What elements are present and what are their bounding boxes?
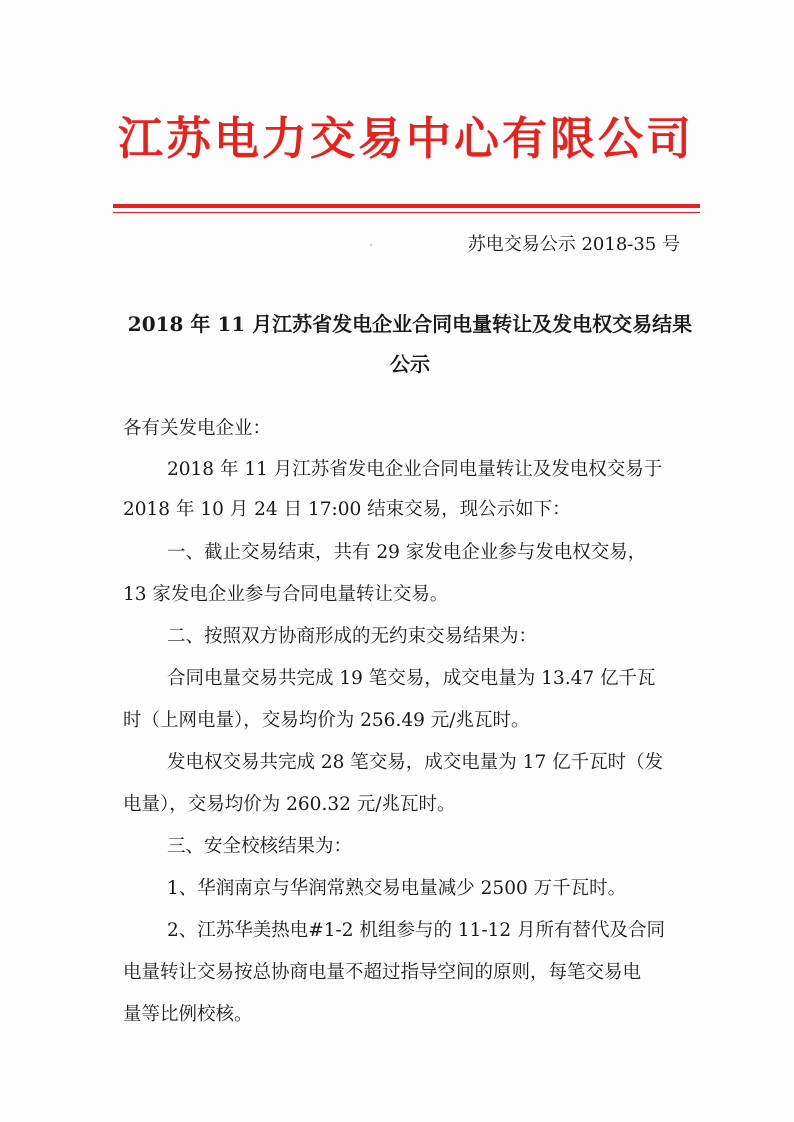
- letterhead-red-rule: [113, 204, 700, 208]
- paragraph-genright-line1: 发电权交易共完成 28 笔交易，成交电量为 17 亿千瓦时（发: [167, 752, 664, 773]
- paragraph-check2-line2: 电量转让交易按总协商电量不超过指导空间的原则，每笔交易电: [123, 962, 642, 983]
- paragraph-intro-line2: 2018 年 10 月 24 日 17:00 结束交易，现公示如下：: [123, 499, 571, 520]
- paragraph-item3: 三、安全校核结果为：: [167, 836, 353, 857]
- scan-speck: [370, 244, 372, 246]
- letterhead-org-name: 江苏电力交易中心有限公司: [118, 112, 695, 165]
- paragraph-item2: 二、按照双方协商形成的无约束交易结果为：: [167, 626, 538, 647]
- paragraph-intro-line1: 2018 年 11 月江苏省发电企业合同电量转让及发电权交易于: [167, 459, 663, 480]
- letterhead-red-rule-thin: [113, 212, 700, 213]
- paragraph-check2-line1: 2、江苏华美热电#1-2 机组参与的 11-12 月所有替代及合同: [167, 920, 666, 941]
- document-title: 2018 年 11 月江苏省发电企业合同电量转让及发电权交易结果公示: [127, 312, 693, 376]
- paragraph-item1-line2: 13 家发电企业参与合同电量转让交易。: [123, 584, 449, 605]
- paragraph-contract-line2: 时（上网电量），交易均价为 256.49 元/兆瓦时。: [123, 710, 530, 731]
- paragraph-genright-line2: 电量），交易均价为 260.32 元/兆瓦时。: [123, 794, 456, 815]
- paragraph-check2-line3: 量等比例校核。: [123, 1004, 253, 1025]
- paragraph-item1-line1: 一、截止交易结束，共有 29 家发电企业参与发电权交易，: [167, 542, 647, 563]
- paragraph-check1: 1、华润南京与华润常熟交易电量减少 2500 万千瓦时。: [167, 878, 627, 899]
- document-number: 苏电交易公示 2018-35 号: [467, 234, 680, 255]
- paragraph-contract-line1: 合同电量交易共完成 19 笔交易，成交电量为 13.47 亿千瓦: [167, 668, 656, 689]
- greeting: 各有关发电企业：: [123, 418, 272, 439]
